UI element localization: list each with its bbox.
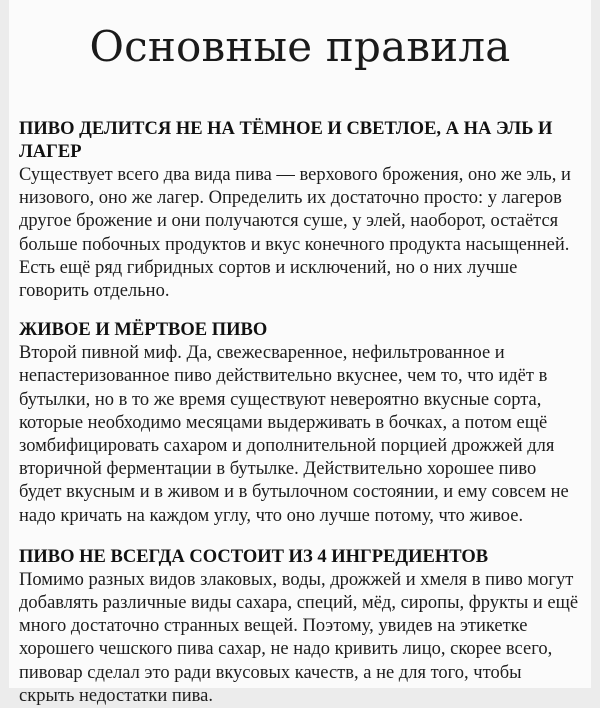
article-page bbox=[9, 0, 591, 706]
section-heading: ЖИВОЕ И МЁРТВОЕ ПИВО bbox=[19, 320, 268, 341]
section-ingredients bbox=[9, 546, 591, 708]
section-live-and-dead-beer bbox=[9, 319, 591, 528]
section-text: Помимо разных видов злаковых, воды, дрожжей и хмеля в пиво могут добавлять различные виды сахара, специй, мёд, сиропы, фрукты и ещё много достаточно странных вещей. Поэтому, увидев на этикетке хорошего чешского пива сахар, не надо кривить лицо, скорее всего, пивовар сделал это ради вкусовых качеств, а не для того, чтобы скрыть недостатки пива. bbox=[19, 569, 579, 706]
section-ale-and-lager bbox=[9, 118, 591, 303]
page-title: Основные правила bbox=[89, 22, 511, 71]
section-heading: ПИВО НЕ ВСЕГДА СОСТОИТ ИЗ 4 ИНГРЕДИЕНТОВ bbox=[19, 546, 489, 567]
section-text: Второй пивной миф. Да, свежесваренное, нефильтрованное и непастеризованное пиво действительно вкуснее, чем то, что идёт в бутылки, но в то же время существуют невероятно вкусные сорта, которые необходимо месяцами выдерживать в бочках, а потом ещё зомбифицировать сахаром и дополнительной порцией дрожжей для вторичной ферментации в бутылке. Действительно хорошее пиво будет вкусным и в живом и в бутылочном состоянии, и ему совсем не надо кричать на каждом углу, что оно лучше потому, что живое. bbox=[19, 343, 569, 526]
section-heading: ПИВО ДЕЛИТСЯ НЕ НА ТЁМНОЕ И СВЕТЛОЕ, А НА ЭЛЬ И ЛАГЕР bbox=[19, 119, 553, 162]
section-text: Существует всего два вида пива — верхового брожения, оно же эль, и низового, оно же лагер. Определить их достаточно просто: у лагеров другое брожение и они получаются суше, у элей, наоборот, остаётся больше побочных продуктов и вкус конечного продукта насыщенней. Есть ещё ряд гибридных сортов и исключений, но о них лучше говорить отдельно. bbox=[19, 165, 571, 302]
